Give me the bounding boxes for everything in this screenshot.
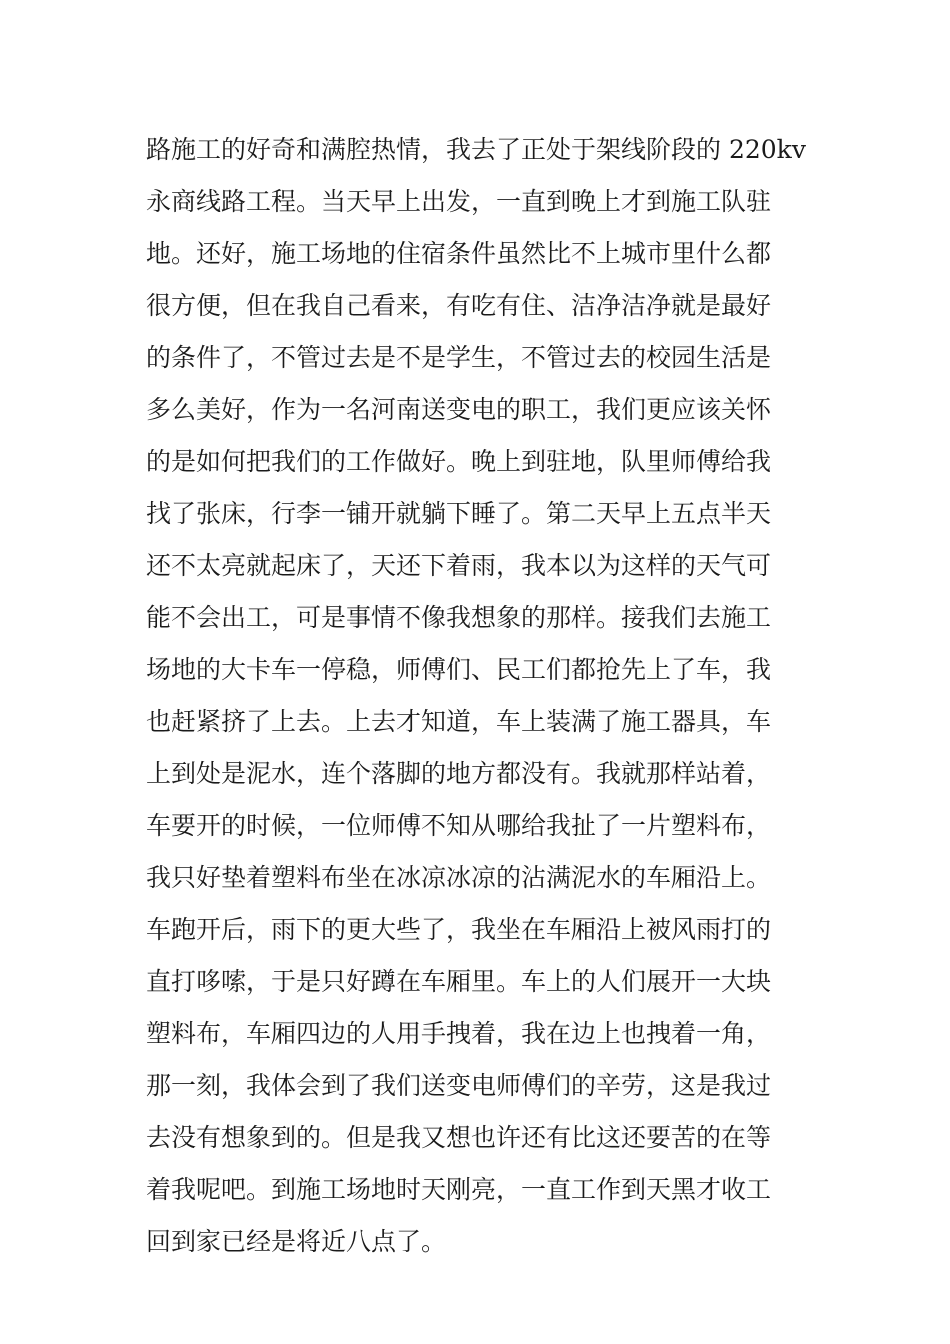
text-line: 场地的大卡车一停稳，师傅们、民工们都抢先上了车，我 [146, 655, 772, 684]
text-line: 回到家已经是将近八点了。 [146, 1227, 447, 1256]
text-line: 那一刻，我体会到了我们送变电师傅们的辛劳，这是我过 [146, 1071, 772, 1100]
body-paragraph [146, 124, 816, 1268]
text-line: 着我呢吧。到施工场地时天刚亮，一直工作到天黑才收工 [146, 1175, 772, 1204]
text-line: 永商线路工程。当天早上出发，一直到晚上才到施工队驻 [146, 187, 772, 216]
text-line: 的是如何把我们的工作做好。晚上到驻地，队里师傅给我 [146, 447, 772, 476]
text-line: 去没有想象到的。但是我又想也许还有比这还要苦的在等 [146, 1123, 772, 1152]
text-line: 塑料布，车厢四边的人用手拽着，我在边上也拽着一角， [146, 1019, 772, 1048]
text-line: 路施工的好奇和满腔热情，我去了正处于架线阶段的 220kv [146, 135, 806, 164]
text-line: 上到处是泥水，连个落脚的地方都没有。我就那样站着， [146, 759, 772, 788]
text-line: 车要开的时候，一位师傅不知从哪给我扯了一片塑料布， [146, 811, 772, 840]
text-line: 找了张床，行李一铺开就躺下睡了。第二天早上五点半天 [146, 499, 772, 528]
text-line: 还不太亮就起床了，天还下着雨，我本以为这样的天气可 [146, 551, 772, 580]
text-line: 能不会出工，可是事情不像我想象的那样。接我们去施工 [146, 603, 772, 632]
text-line: 地。还好，施工场地的住宿条件虽然比不上城市里什么都 [146, 239, 772, 268]
text-line: 多么美好，作为一名河南送变电的职工，我们更应该关怀 [146, 395, 772, 424]
text-line: 车跑开后，雨下的更大些了，我坐在车厢沿上被风雨打的 [146, 915, 772, 944]
text-line: 我只好垫着塑料布坐在冰凉冰凉的沾满泥水的车厢沿上。 [146, 863, 772, 892]
text-line: 也赶紧挤了上去。上去才知道，车上装满了施工器具，车 [146, 707, 772, 736]
text-line: 直打哆嗦，于是只好蹲在车厢里。车上的人们展开一大块 [146, 967, 772, 996]
text-line: 很方便，但在我自己看来，有吃有住、洁净洁净就是最好 [146, 291, 772, 320]
text-line: 的条件了，不管过去是不是学生，不管过去的校园生活是 [146, 343, 772, 372]
